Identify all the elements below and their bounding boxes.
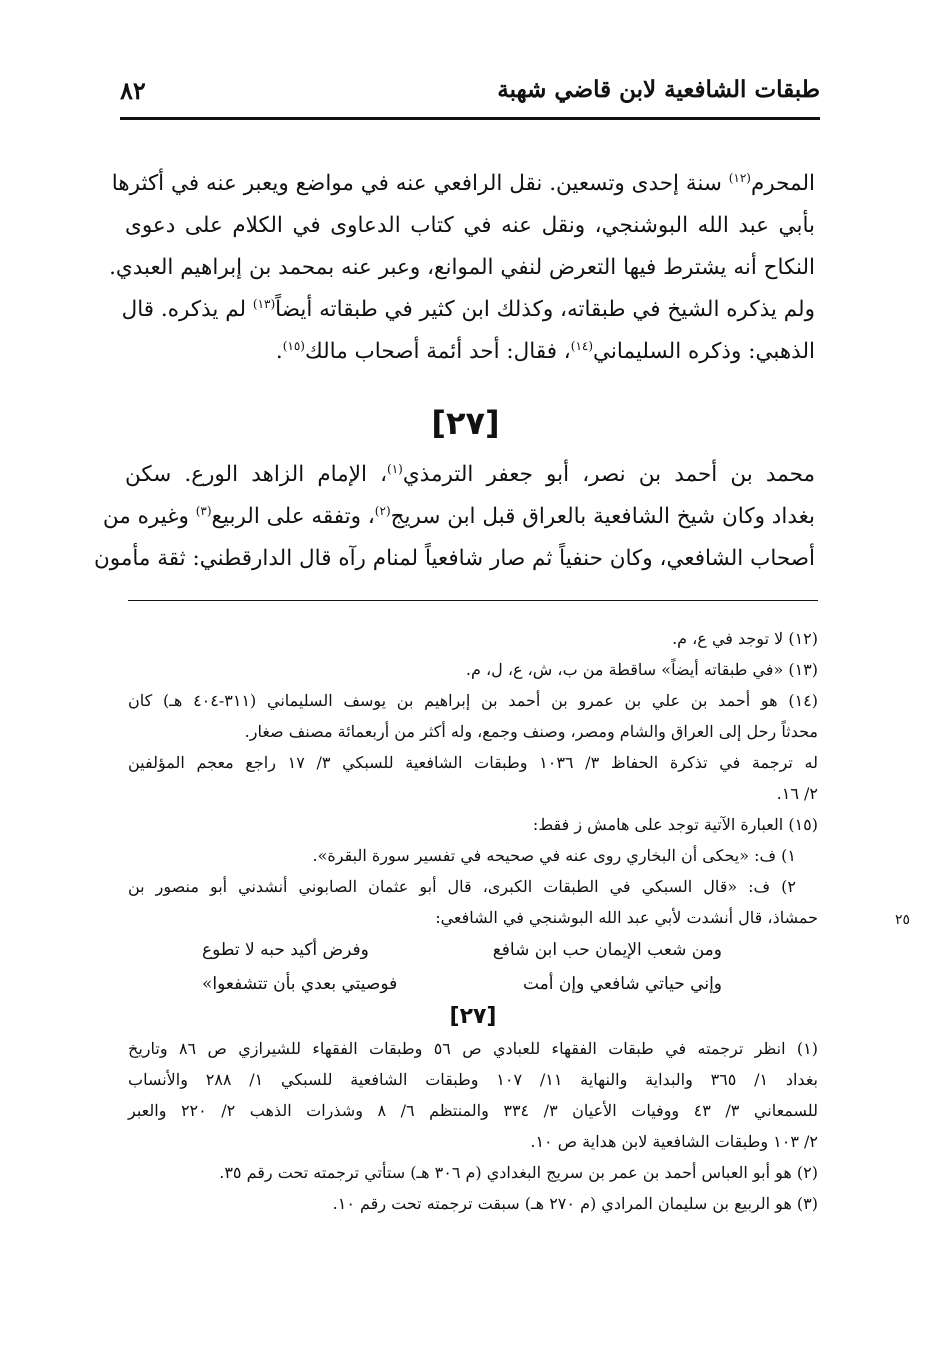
body-line: أصحاب الشافعي، وكان حنفياً ثم صار شافعياً لمنام رآه قال الدارقطني: ثقة مأمون [93, 546, 815, 571]
footnote-e1-cont: للسمعاني ٣/ ٤٣ ووفيات الأعيان ٣/ ٣٣٤ والمنتظم ٦/ ٨ وشذرات الذهب ٢/ ٢٢٠ والعبر [128, 1101, 818, 1120]
hemistich: ومن شعب الإيمان حب ابن شافع [492, 940, 722, 960]
header-rule [120, 117, 820, 120]
poem-verses [202, 933, 818, 1001]
footnote-e1: (١) انظر ترجمته في طبقات الفقهاء للعبادي ص ٥٦ وطبقات الفقهاء للشيرازي ص ٨٦ وتاريخ [128, 1039, 818, 1058]
footnote-ref[interactable]: (١٤) [570, 338, 594, 353]
footnotes-rule [128, 600, 818, 601]
footnote-ref[interactable]: (١٣) [252, 296, 276, 311]
hemistich: فوصيتي بعدي بأن تتشفعوا» [202, 974, 398, 994]
footnotes-entry-marker: [٢٧] [449, 1004, 497, 1029]
body-line: محمد بن أحمد بن نصر، أبو جعفر الترمذي$^{(١)}$، الإمام الزاهد الورع. سكن [125, 461, 815, 487]
footnote-15-cont: حمشاذ، قال أنشدت لأبي عبد الله البوشنجي في الشافعي: [435, 908, 818, 927]
body-paragraph-entry [93, 454, 815, 580]
footnote-15-item: ١) ف: «يحكى أن البخاري روى عنه في صحيحه في تفسير سورة البقرة». [312, 846, 796, 865]
footnote-ref[interactable]: (١) [387, 461, 403, 476]
body-paragraph-top [109, 163, 815, 373]
footnote-ref[interactable]: (٢) [374, 503, 391, 518]
poem-verse [202, 933, 722, 967]
page-header [120, 72, 820, 112]
footnote-14-cont: له ترجمة في تذكرة الحفاظ ٣/ ١٠٣٦ وطبقات الشافعية للسبكي ٣/ ١٧ راجع معجم المؤلفين [128, 753, 819, 772]
footnotes [128, 623, 818, 1219]
footnote-15-item: ٢) ف: «قال السبكي في الطبقات الكبرى، قال أبو عثمان الصابوني أنشدني أبو منصور بن [128, 877, 796, 896]
poem-verse [202, 967, 722, 1001]
footnote-ref[interactable]: (١٢) [728, 170, 751, 185]
footnote-14-cont: ٢/ ١٦. [776, 784, 818, 803]
footnote-14: (١٤) هو أحمد بن علي بن عمرو بن أحمد بن إبراهيم بن يوسف السليماني (٣١١-٤٠٤ هـ) كان [128, 691, 818, 710]
footnote-e2: (٢) هو أبو العباس أحمد بن عمر بن سريج البغدادي (م ٣٠٦ هـ) ستأتي ترجمته تحت رقم ٣٥. [219, 1163, 818, 1182]
footnote-ref[interactable]: (١٥) [282, 338, 305, 353]
footnote-e3: (٣) هو الربيع بن سليمان المرادي (م ٢٧٠ هـ) سبقت ترجمته تحت رقم ١٠. [332, 1194, 818, 1213]
footnote-e1-cont: بغداد ١/ ٣٦٥ والبداية والنهاية ١١/ ١٠٧ وطبقات الشافعية للسبكي ١/ ٢٨٨ والأنساب [128, 1070, 819, 1089]
footnote-e1-cont: ٢/ ١٠٣ وطبقات الشافعية لابن هداية ص ١٠. [530, 1132, 818, 1151]
body-line: بغداد وكان شيخ الشافعية بالعراق قبل ابن سريج$^{(٢)}$، وتفقه على الربيع$^{(٣)}$ وغيره من [102, 503, 815, 529]
running-title: طبقات الشافعية لابن قاضي شهبة [497, 76, 820, 103]
body-line: النكاح أنه يشترط فيها التعرض لنفي الموانع، وعبر عنه بمحمد بن إبراهيم العبدي. [109, 255, 815, 280]
hemistich: وفرض أكيد حبه لا تطوع [202, 940, 369, 960]
footnote-13: (١٣) «في طبقاته أيضاً» ساقطة من ب، ش، ع، ل، م. [465, 660, 818, 679]
hemistich: وإني حياتي شافعي وإن أمت [522, 974, 722, 994]
margin-mark: ٢٥ [895, 912, 911, 928]
footnote-12: (١٢) لا توجد في ع، م. [672, 629, 818, 648]
footnote-15: (١٥) العبارة الآتية توجد على هامش ز فقط: [532, 815, 818, 834]
body-line: المحرم$^{(١٢)}$ سنة إحدى وتسعين. نقل الرافعي عنه في مواضع ويعبر عنه في أكثرها [111, 170, 815, 196]
body-line: ولم يذكره الشيخ في طبقاته، وكذلك ابن كثير في طبقاته أيضاً$^{(١٣)}$ لم يذكره. قال [121, 296, 815, 322]
page-number: ٨٢ [120, 76, 146, 105]
footnote-ref[interactable]: (٣) [195, 503, 212, 518]
body-line: الذهبي: وذكره السليماني$^{(١٤)}$، فقال: أحد أئمة أصحاب مالك$^{(١٥)}$. [275, 338, 815, 364]
footnote-14-cont: محدثاً رحل إلى العراق والشام ومصر، وصنف وجمع، وله أكثر من أربعمائة مصنف صغار. [244, 722, 818, 741]
body-line: بأبي عبد الله البوشنجي، ونقل عنه في كتاب الدعاوى في الكلام على دعوى [125, 213, 815, 238]
entry-number-heading: [٢٧] [431, 404, 500, 442]
